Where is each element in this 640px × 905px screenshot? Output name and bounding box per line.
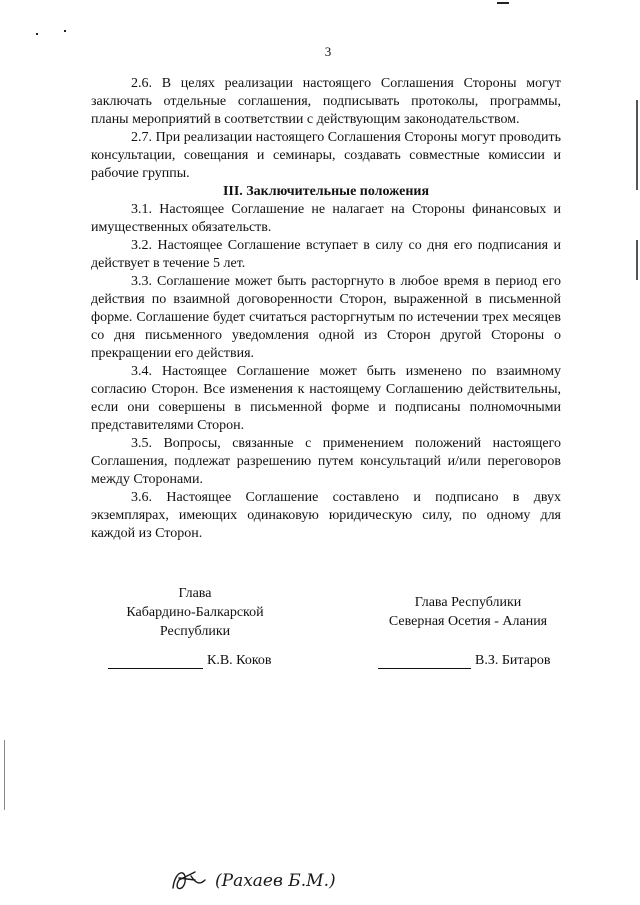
signatory-left-title-line: Кабардино-Балкарской [126,605,264,620]
section-title: III. Заключительные положения [222,184,430,199]
paragraph-3-6: 3.6. Настоящее Соглашение составлено и подписано в двух экземплярах, имеющих одинаковую юридическую силу, по одному для каждой из Сторон. [91,490,561,541]
paragraph-3-5: 3.5. Вопросы, связанные с применением положений настоящего Соглашения, подлежат разрешению путем консультаций и/или переговоров между Сторонами. [91,436,561,487]
paragraph-2-6: 2.6. В целях реализации настоящего Соглашения Стороны могут заключать отдельные соглашения, подписывать протоколы, программы, планы мероприятий в соответствии с действующим законодательством. [91,76,561,127]
signature-line-right [378,653,551,669]
agreement-text [91,75,561,543]
handwritten-note: (Рахаев Б.М.) [215,871,336,891]
signatory-left-title-line: Глава [178,586,212,601]
signatory-left-title-line: Республики [159,624,231,639]
scan-edge-mark [636,240,638,280]
signatory-right-name: В.З. Битаров [475,653,551,668]
paragraph-3-2: 3.2. Настоящее Соглашение вступает в силу со дня его подписания и действует в течение 5 лет. [91,238,561,271]
signatory-right-title-line: Северная Осетия - Алания [388,614,548,629]
signatory-left-title [100,584,290,641]
scan-speck [497,2,509,4]
handwritten-initials [165,858,365,898]
paragraph-2-7: 2.7. При реализации настоящего Соглашения Стороны могут проводить консультации, совещания и семинары, создавать совместные комиссии и рабочие группы. [91,130,561,181]
signature-blank [378,654,471,669]
signature-line-left [108,653,272,669]
scan-edge-mark [636,100,638,190]
scan-speck [64,30,66,32]
signatory-right-title-line: Глава Республики [414,595,522,610]
scan-speck [36,33,38,35]
scan-edge-mark [4,740,5,810]
paragraph-3-4: 3.4. Настоящее Соглашение может быть изменено по взаимному согласию Сторон. Все изменения к настоящему Соглашению действительны, если они совершены в письменной форме и подписаны полномочными представителями Сторон. [91,364,561,433]
paragraph-3-3: 3.3. Соглашение может быть расторгнуто в любое время в период его действия по взаимной договоренности Сторон, выраженной в письменной форме. Соглашение будет считаться расторгнутым по истечении трех месяцев со дня письменного уведомления одной из Сторон другой Стороны о прекращении его действия. [91,274,561,361]
paragraph-3-1: 3.1. Настоящее Соглашение не налагает на Стороны финансовых и имущественных обязательств. [91,202,561,235]
page-number: 3 [324,44,332,59]
signatory-left-name: К.В. Коков [207,653,272,668]
signature-blank [108,654,203,669]
signatory-right-title [378,593,558,631]
